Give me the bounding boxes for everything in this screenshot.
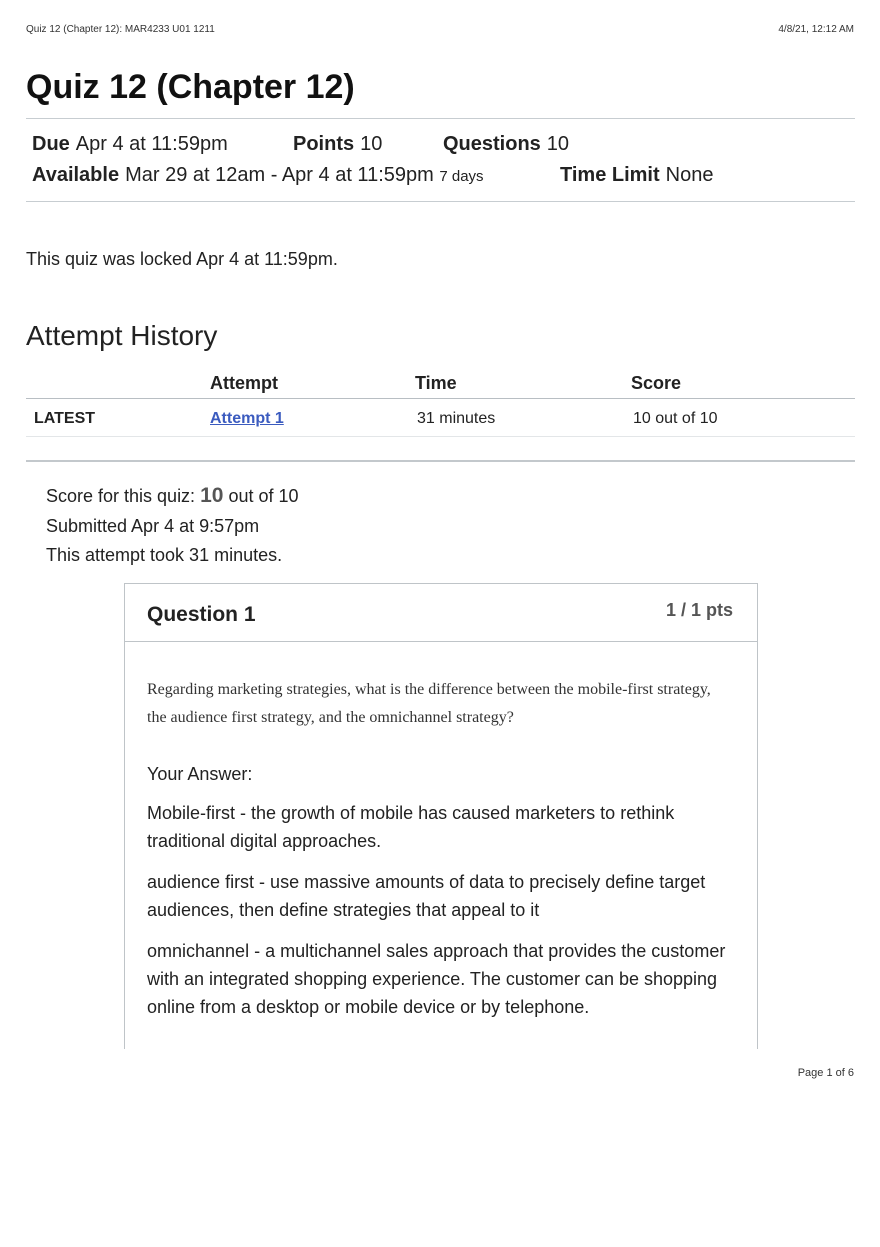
score-value: 10 xyxy=(200,484,224,507)
question-title: Question 1 xyxy=(147,603,256,626)
table-header-divider xyxy=(26,398,855,399)
answer-paragraph: audience first - use massive amounts of data to precisely define target audiences, then define strategies that appeal to it xyxy=(147,872,706,920)
attempt-1-link[interactable]: Attempt 1 xyxy=(210,410,284,427)
question-card xyxy=(124,583,758,1049)
page-title: Quiz 12 (Chapter 12) xyxy=(26,68,355,106)
time-limit-value: None xyxy=(665,164,714,186)
points-value: 10 xyxy=(360,133,383,155)
locked-message: This quiz was locked Apr 4 at 11:59pm. xyxy=(26,249,338,269)
attempt-history-title: Attempt History xyxy=(26,320,218,351)
score-suffix: out of 10 xyxy=(228,486,299,506)
attempt-score: 10 out of 10 xyxy=(633,410,718,427)
divider xyxy=(26,201,855,202)
time-limit-field xyxy=(560,164,713,187)
time-limit-label: Time Limit xyxy=(560,164,660,186)
answer-paragraph: Mobile-first - the growth of mobile has caused marketers to rethink traditional digital approaches. xyxy=(147,803,675,851)
table-row-divider xyxy=(26,436,855,437)
section-divider xyxy=(26,460,855,462)
submitted-line: Submitted Apr 4 at 9:57pm xyxy=(46,516,260,536)
attempt-column-header: Attempt xyxy=(210,373,278,393)
attempt-time: 31 minutes xyxy=(417,410,496,427)
due-value: Apr 4 at 11:59pm xyxy=(75,133,228,155)
question-header xyxy=(125,584,757,642)
time-column-header: Time xyxy=(415,373,457,393)
points-label: Points xyxy=(293,133,355,155)
page-number: Page 1 of 6 xyxy=(797,1067,854,1079)
available-field xyxy=(32,164,484,187)
points-field xyxy=(293,133,382,156)
score-prefix: Score for this quiz: xyxy=(46,486,196,506)
available-label: Available xyxy=(32,164,120,186)
questions-label: Questions xyxy=(443,133,541,155)
divider xyxy=(26,118,855,119)
print-header-title: Quiz 12 (Chapter 12): MAR4233 U01 1211 xyxy=(26,24,215,35)
question-points: 1 / 1 pts xyxy=(665,600,733,620)
available-duration: 7 days xyxy=(439,168,484,185)
attempt-duration-line: This attempt took 31 minutes. xyxy=(46,545,283,565)
questions-value: 10 xyxy=(546,133,570,155)
due-label: Due xyxy=(32,133,70,155)
score-column-header: Score xyxy=(631,373,682,393)
questions-field xyxy=(443,133,569,156)
answer-label: Your Answer: xyxy=(147,764,253,784)
question-text: Regarding marketing strategies, what is the difference between the mobile-first strategy, the audience first strategy, and the omnichannel strategy? xyxy=(147,681,711,726)
answer-paragraph: omnichannel - a multichannel sales approach that provides the customer with an integrated shopping experience. The customer can be shopping online from a desktop or mobile device or by telephone. xyxy=(147,941,726,1017)
due-field xyxy=(32,133,228,156)
print-header-datetime: 4/8/21, 12:12 AM xyxy=(778,24,854,35)
quiz-score-line xyxy=(46,484,299,508)
latest-label: LATEST xyxy=(34,410,96,427)
available-value: Mar 29 at 12am - Apr 4 at 11:59pm xyxy=(125,164,434,186)
